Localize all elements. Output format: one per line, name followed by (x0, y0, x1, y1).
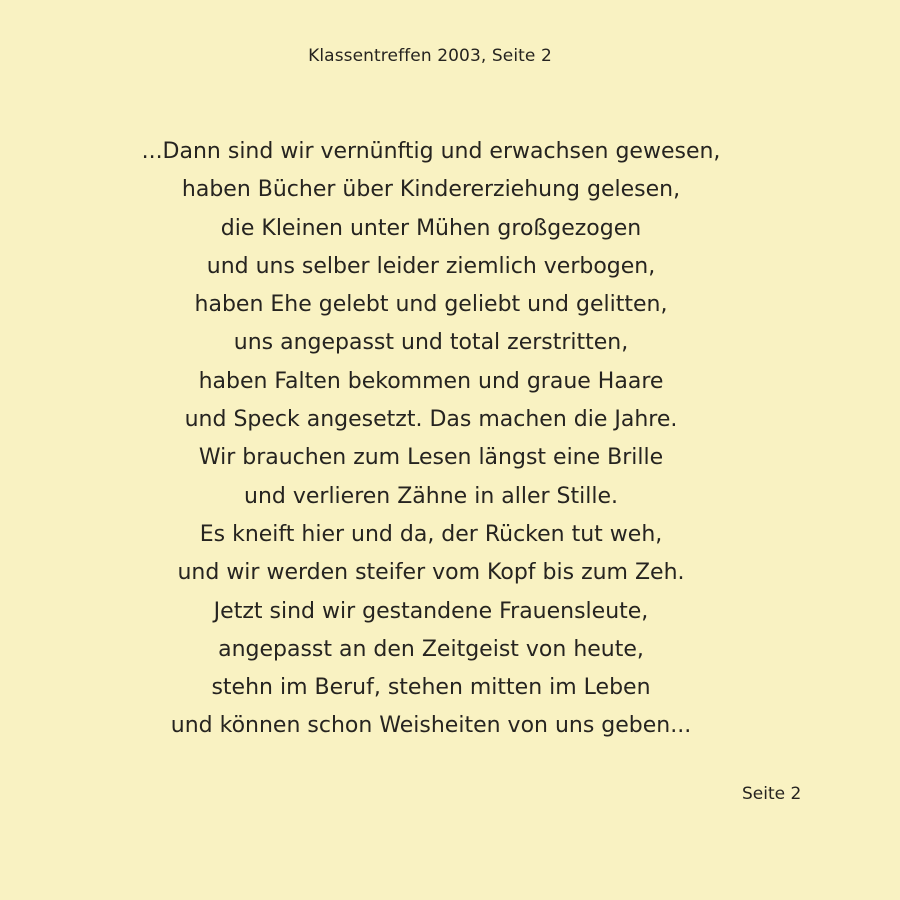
page-number: Seite 2 (742, 784, 802, 804)
poem-line: Jetzt sind wir gestandene Frauensleute, (213, 598, 649, 624)
poem-line: ...Dann sind wir vernünftig und erwachsen gewesen, (141, 139, 721, 164)
page-header: Klassentreffen 2003, Seite 2 (308, 46, 552, 66)
poem-line: stehn im Beruf, stehen mitten im Leben (211, 675, 651, 701)
poem-line: und Speck angesetzt. Das machen die Jahre. (184, 407, 678, 433)
poem-line: angepasst an den Zeitgeist von heute, (218, 636, 644, 662)
poem-text (0, 133, 862, 746)
poem-line: die Kleinen unter Mühen großgezogen (220, 215, 642, 241)
poem-line: Wir brauchen zum Lesen längst eine Brille (198, 445, 664, 471)
poem-line: haben Ehe gelebt und geliebt und gelitten, (194, 292, 668, 318)
poem-line: und können schon Weisheiten von uns geben... (170, 713, 692, 739)
poem-line: uns angepasst und total zerstritten, (233, 330, 629, 356)
poem-line: Es kneift hier und da, der Rücken tut weh, (199, 521, 663, 547)
poem-line: und wir werden steifer vom Kopf bis zum Zeh. (177, 560, 685, 586)
poem-line: haben Bücher über Kindererziehung gelesen, (181, 177, 681, 203)
poem-line: und uns selber leider ziemlich verbogen, (206, 253, 656, 279)
poem-line: und verlieren Zähne in aller Stille. (244, 483, 618, 509)
poem-line: haben Falten bekommen und graue Haare (198, 368, 664, 394)
